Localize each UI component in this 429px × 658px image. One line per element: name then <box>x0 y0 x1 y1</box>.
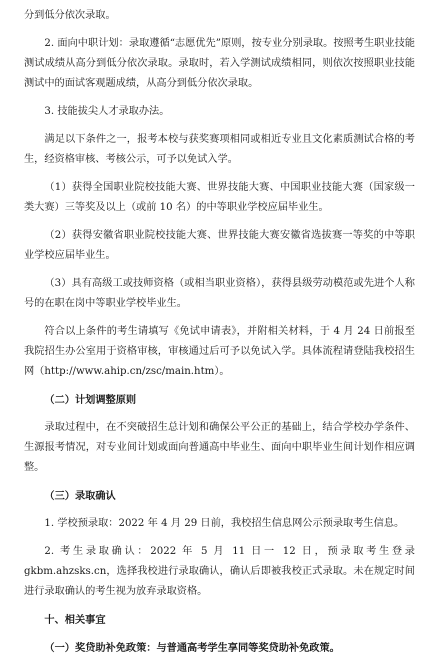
section-heading-plan-adjustment: （二）计划调整原则 <box>44 394 137 406</box>
para-7: 符合以上条件的考生请填写《免试申请表》，并附相关材料，于 4 月 24 日前报至我院招生办公室用于资格审核，审核通过后可予以免试入学。具体流程请登陆我校招生网（http://www.ahip.cn/zsc/main.htm）。 <box>24 326 415 377</box>
section-heading-related-matters: 十、相关事宜 <box>44 614 106 626</box>
para-6: （3）具有高级工或技师资格（或相当职业资格），获得县级劳动模范或先进个人称号的在职在岗中等职业学校毕业生。 <box>24 278 415 309</box>
para-1: 2. 面向中职计划：录取遵循“志愿优先”原则，按专业分别录取。按照考生职业技能测试成绩从高分到低分依次录取。录取时，若入学测试成绩相同，则依次按照职业技能测试中的面试客观题成绩，从高分到低分依次录取。 <box>24 38 415 89</box>
para-5: （2）获得安徽省职业院校技能大赛、世界技能大赛安徽省选拔赛一等奖的中等职业学校应届毕业生。 <box>24 230 415 261</box>
section-heading-admission-confirmation: （三）录取确认 <box>44 490 116 502</box>
para-4: （1）获得全国职业院校技能大赛、世界技能大赛、中国职业技能大赛（国家级一类大赛）三等奖及以上（或前 10 名）的中等职业学校应届毕业生。 <box>24 182 415 213</box>
para-3: 满足以下条件之一，报考本校与获奖赛项相同或相近专业且文化素质测试合格的考生，经资格审核、考核公示，可予以免试入学。 <box>24 134 415 165</box>
para-0: 分到低分依次录取。 <box>24 10 116 21</box>
para-12: 2. 考生录取确认：2022 年 5 月 11 日一 12 日，预录取考生登录 gkbm.ahzsks.cn，选择我校进行录取确认，确认后即被我校正式录取。未在规定时间进行录取确认的考生视为放弃录取资格。 <box>24 546 415 597</box>
para-14: （一）奖贷助补免政策：与普通高考学生享同等奖贷助补免政策。 <box>44 642 340 654</box>
para-11: 1. 学校预录取：2022 年 4 月 29 日前，我校招生信息网公示预录取考生信息。 <box>44 518 405 529</box>
para-2: 3. 技能拔尖人才录取办法。 <box>44 106 170 117</box>
para-9: 录取过程中，在不突破招生总计划和确保公平公正的基础上，结合学校办学条件、生源报考情况，对专业间计划或面向普通高中毕业生、面向中职毕业生间计划作相应调整。 <box>24 422 415 473</box>
